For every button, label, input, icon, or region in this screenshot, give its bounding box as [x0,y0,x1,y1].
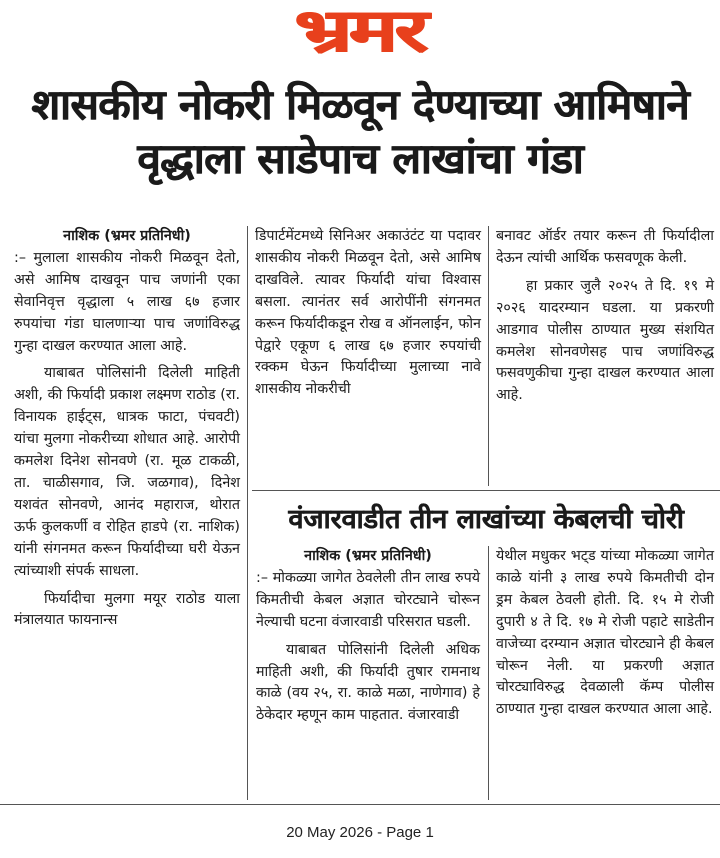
article1-column-3 [496,226,714,413]
article2-headline: वंजारवाडीत तीन लाखांच्या केबलची चोरी [288,504,684,535]
article2-column-2 [496,546,714,727]
article1-paragraph: हा प्रकार जुलै २०२५ ते दि. १९ मे २०२६ यादरम्यान घडला. या प्रकरणी आडगाव पोलीस ठाण्यात मुख्य संशयित कमलेश सोनवणेसह पाच जणांविरुद्ध फसवणुकीचा गुन्हा दाखल करण्यात आला आहे. [496,277,714,404]
article1-paragraph: बनावट ऑर्डर तयार करून ती फिर्यादीला देऊन त्यांची आर्थिक फसवणूक केली. [496,228,714,266]
article2-column-1 [256,546,480,733]
article1-paragraph: :– मुलाला शासकीय नोकरी मिळवून देतो, असे आमिष दाखवून पाच जणांनी एका सेवानिवृत्त वृद्धाला ५ लाख ६७ हजार रुपयांचा गंडा घालणाऱ्या पाच जणांविरुद्ध गुन्हा दाखल करण्यात आला आहे. [14,249,240,354]
article2-dateline: नाशिक (भ्रमर प्रतिनिधी) [304,548,432,564]
page-footer: 20 May 2026 - Page 1 [286,824,434,841]
section-divider [252,490,720,491]
column-divider [488,226,489,486]
column-divider [247,226,248,800]
newspaper-logo: भ्रमर [294,0,426,66]
article1-column-2 [255,226,481,407]
article2-paragraph: येथील मधुकर भट्ड यांच्या मोकळ्या जागेत काळे यांनी ३ लाख रुपये किमतीची दोन ड्रम केबल ठेवली होती. दि. १५ मे रोजी दुपारी ४ ते दि. १७ मे रोजी पहाटे साडेतीन वाजेच्या दरम्यान अज्ञात चोरट्याने ही केबल चोरून नेली. या प्रकरणी अज्ञात चोरट्याविरुद्ध देवळाली कॅम्प पोलीस ठाण्यात गुन्हा दाखल करण्यात आला आहे. [496,548,714,718]
article2-paragraph: याबाबत पोलिसांनी दिलेली अधिक माहिती अशी, की फिर्यादी तुषार रामनाथ काळे (वय २५, रा. काळे मळा, नाणेगाव) हे ठेकेदार म्हणून काम पाहतात. वंजारवाडी [256,641,480,724]
article1-paragraph: याबाबत पोलिसांनी दिलेली माहिती अशी, की फिर्यादी प्रकाश लक्ष्मण राठोड (रा. विनायक हाईट्स, धात्रक फाटा, पंचवटी) यांचा मुलगा नोकरीच्या शोधात आहे. आरोपी कमलेश दिनेश सोनवणे (रा. मूळ टाकळी, ता. चाळीसगाव, जि. जळगाव), दिनेश यशवंत सोनवणे, आनंद महाराज, थोरात ऊर्फ कुलकर्णी व रोहित हाडपे (रा. नाशिक) यांनी संगनमत करून फिर्यादीच्या घरी येऊन त्यांच्याशी संपर्क साधला. [14,365,240,579]
article1-paragraph: डिपार्टमेंटमध्ये सिनिअर अकाउंटंट या पदावर शासकीय नोकरी मिळवून देतो, असे आमिष दाखविले. त्यावर फिर्यादी यांचा विश्वास बसला. त्यानंतर सर्व आरोपींनी संगनमत करून फिर्यादीकडून रोख व ऑनलाईन, फोन पेद्वारे एकूण ६ लाख ६७ हजार रुपयांची रक्कम घेऊन फिर्यादीच्या मुलाच्या नावे शासकीय नोकरीची [255,228,481,398]
footer-divider [0,804,720,805]
article2-paragraph: :– मोकळ्या जागेत ठेवलेली तीन लाख रुपये किमतीची केबल अज्ञात चोरट्याने चोरून नेल्याची घटना वंजारवाडी परिसरात घडली. [256,569,480,630]
article-headline: शासकीय नोकरी मिळवून देण्याच्या आमिषाने वृद्धाला साडेपाच लाखांचा गंडा [31,80,689,183]
article1-paragraph: फिर्यादीचा मुलगा मयूर राठोड याला मंत्रालयात फायनान्स [14,590,240,629]
masthead [0,0,720,68]
article1-column-1 [14,226,240,638]
article1-dateline: नाशिक (भ्रमर प्रतिनिधी) [63,228,191,244]
column-divider [488,546,489,800]
